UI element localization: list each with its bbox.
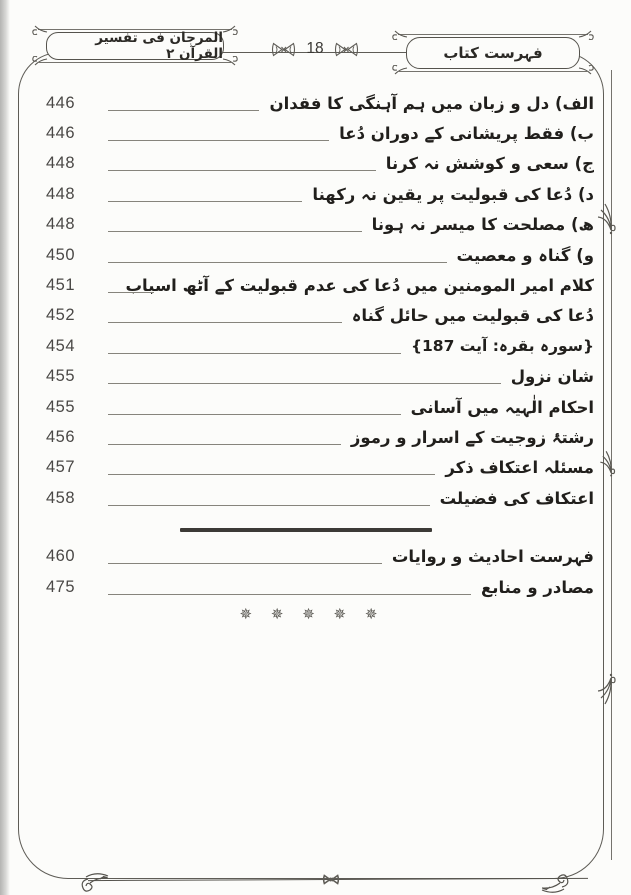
- footer-bow-icon: [322, 873, 340, 886]
- toc-row: [30, 270, 594, 300]
- corner-curl-icon: [222, 22, 239, 35]
- toc-entry-title: فہرست احادیث و روایات: [391, 547, 594, 567]
- page-number: 18: [306, 40, 324, 57]
- leader-line: [108, 292, 154, 293]
- toc-page-number: 448: [46, 215, 76, 234]
- toc-entry-title: و) گناہ و معصیت: [456, 245, 594, 265]
- leader-line: [108, 170, 376, 171]
- toc-row: [30, 362, 594, 392]
- toc-page-number: 455: [46, 367, 76, 386]
- bow-ornament-icon: [333, 40, 360, 59]
- scan-edge-shadow: [0, 0, 10, 895]
- corner-curl-icon: [31, 22, 48, 35]
- toc-row: [30, 240, 594, 270]
- corner-curl-icon: [391, 27, 408, 40]
- toc-row: [30, 331, 594, 361]
- corner-curl-icon: [578, 65, 595, 78]
- toc-page-number: 454: [46, 336, 76, 355]
- book-title-box: [46, 32, 224, 60]
- footer-curl-icon: [540, 874, 572, 895]
- toc-row: [30, 453, 594, 483]
- leader-line: [108, 140, 329, 141]
- bow-ornament-icon: [270, 40, 297, 59]
- toc-entry-title: مصادر و منابع: [481, 577, 594, 597]
- leader-line: [108, 231, 362, 232]
- section-title-box: [406, 37, 580, 69]
- toc-page-number: 455: [46, 397, 76, 416]
- book-title: المرجان فی تفسیر القرآن ۲: [95, 30, 223, 62]
- toc-row: [30, 483, 594, 513]
- toc-page-number: 446: [46, 124, 76, 143]
- toc-entry-title: {سورہ بقرہ: آیت 187}: [410, 337, 594, 356]
- toc-entry-title: د) دُعا کی قبولیت پر یقین نہ رکھنا: [312, 184, 594, 204]
- toc-row: [30, 422, 594, 452]
- toc-page-number: 475: [46, 577, 76, 596]
- leaf-flourish-icon: [596, 672, 616, 708]
- toc-page-number: 460: [46, 547, 76, 566]
- toc-page-number: 456: [46, 427, 76, 446]
- leader-line: [108, 262, 447, 263]
- toc-page-number: 448: [46, 184, 76, 203]
- corner-curl-icon: [578, 27, 595, 40]
- corner-curl-icon: [222, 56, 239, 69]
- toc-entry-title: شان نزول: [510, 367, 594, 387]
- leader-line: [108, 563, 382, 564]
- toc-entry-title: مسئلہ اعتکاف ذکر: [445, 458, 594, 478]
- toc-row: [30, 179, 594, 209]
- table-of-contents: [30, 88, 594, 625]
- toc-row: [30, 301, 594, 331]
- leader-line: [108, 322, 342, 323]
- leader-line: [108, 201, 302, 202]
- leaf-flourish-icon: [596, 200, 616, 236]
- toc-row: [30, 118, 594, 148]
- leader-line: [108, 444, 341, 445]
- toc-entry-title: رشتۂ زوجیت کے اسرار و رموز: [350, 427, 594, 447]
- toc-row: [30, 210, 594, 240]
- toc-entry-title: ھ) مصلحت کا میسر نہ ہونا: [371, 215, 594, 235]
- stars-ornament: ✵ ✵ ✵ ✵ ✵: [239, 605, 385, 624]
- leader-line: [108, 110, 259, 111]
- footer-curl-icon: [78, 868, 110, 892]
- toc-entry-title: ج) سعی و کوشش نہ کرنا: [385, 154, 594, 174]
- page-number-group: [255, 36, 375, 62]
- toc-entry-title: احکام الٰہیہ میں آسانی: [410, 397, 594, 417]
- leader-line: [108, 414, 401, 415]
- toc-page-number: 450: [46, 245, 76, 264]
- toc-row: [30, 149, 594, 179]
- toc-entry-title: کلام امیر المومنین میں دُعا کی عدم قبولیت کے آٹھ اسباب: [125, 276, 594, 296]
- toc-entry-title: الف) دل و زبان میں ہم آہنگی کا فقدان: [269, 93, 594, 113]
- toc-row: [30, 392, 594, 422]
- toc-row: [30, 541, 594, 571]
- corner-curl-icon: [391, 65, 408, 78]
- leader-line: [108, 383, 501, 384]
- toc-page-number: 458: [46, 488, 76, 507]
- toc-page-number: 448: [46, 154, 76, 173]
- toc-entry-title: اعتکاف کی فضیلت: [439, 488, 594, 508]
- toc-page-number: 451: [46, 276, 76, 295]
- leader-line: [108, 474, 435, 475]
- toc-row: [30, 572, 594, 602]
- corner-curl-icon: [31, 56, 48, 69]
- leader-line: [108, 353, 401, 354]
- toc-page-number: 452: [46, 306, 76, 325]
- leaf-flourish-icon: [598, 448, 618, 484]
- section-divider: [180, 528, 432, 532]
- section-title: فہرست کتاب: [443, 44, 543, 62]
- toc-row: [30, 88, 594, 118]
- toc-entry-title: ب) فقط پریشانی کے دوران دُعا: [339, 124, 594, 144]
- leader-line: [108, 505, 430, 506]
- toc-page-number: 446: [46, 93, 76, 112]
- toc-page-number: 457: [46, 458, 76, 477]
- toc-entry-title: دُعا کی قبولیت میں حائل گناہ: [351, 306, 594, 326]
- leader-line: [108, 594, 471, 595]
